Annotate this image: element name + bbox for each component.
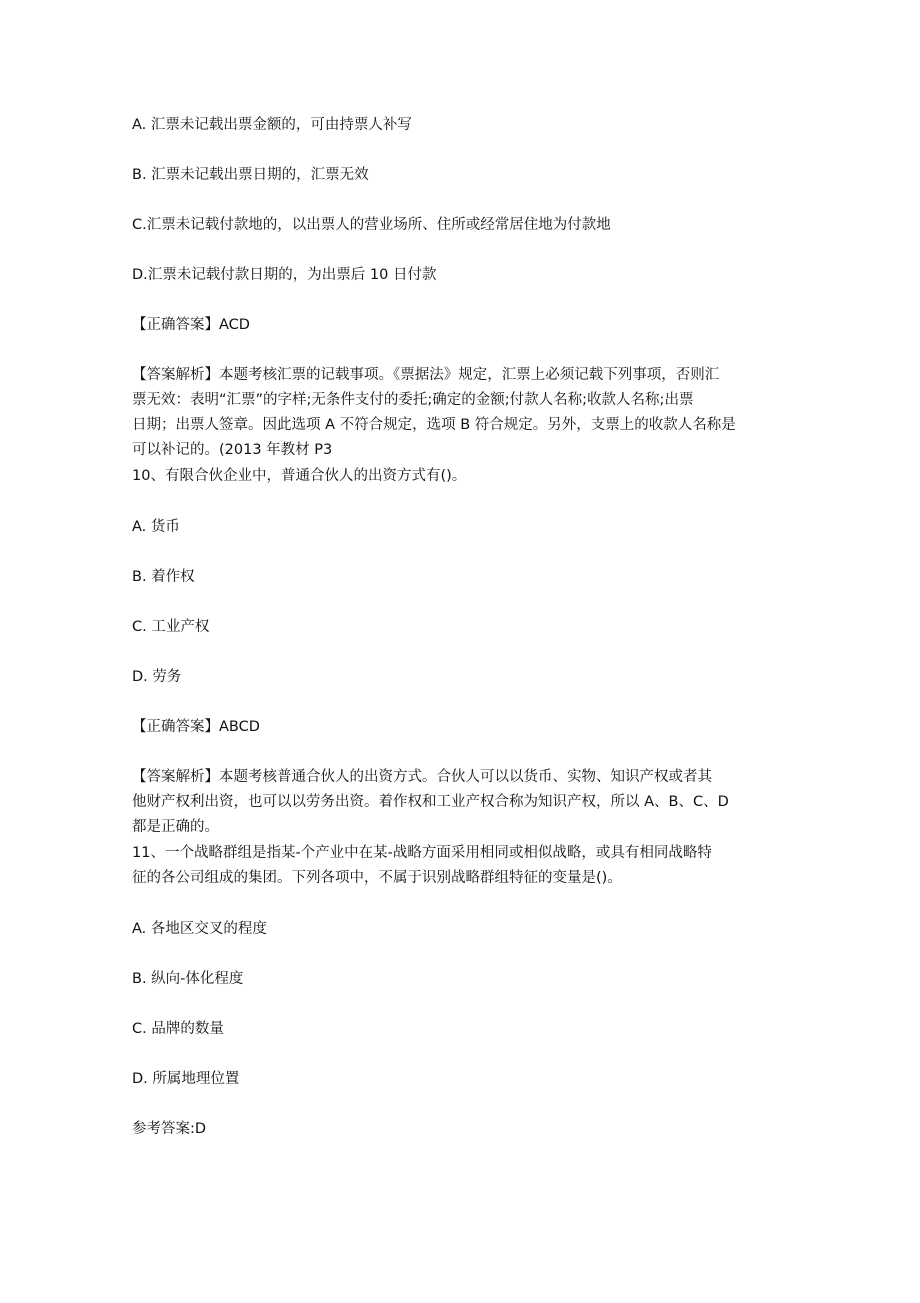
- q9-analysis-line: 票无效：表明“汇票”的字样;无条件支付的委托;确定的金额;付款人名称;收款人名称;出票: [132, 392, 694, 408]
- q10-option-b: B. 着作权: [132, 569, 195, 585]
- q9-option-a: A. 汇票未记载出票金额的，可由持票人补写: [132, 117, 412, 133]
- q9-option-d: D.汇票未记载付款日期的，为出票后 10 日付款: [132, 267, 437, 283]
- q9-analysis-line: 【答案解析】本题考核汇票的记载事项。《票据法》规定，汇票上必须记载下列事项，否则汇: [132, 367, 720, 383]
- q11-question-line: 征的各公司组成的集团。下列各项中，不属于识别战略群组特征的变量是()。: [132, 870, 622, 886]
- q9-answer: 【正确答案】ACD: [132, 317, 250, 333]
- q9-analysis-line: 日期；出票人签章。因此选项 A 不符合规定，选项 B 符合规定。另外，支票上的收款人名称是: [132, 417, 736, 433]
- q10-option-c: C. 工业产权: [132, 619, 210, 635]
- q11-option-c: C. 品牌的数量: [132, 1021, 224, 1037]
- q10-analysis-line: 【答案解析】本题考核普通合伙人的出资方式。合伙人可以以货币、实物、知识产权或者其: [132, 769, 712, 785]
- q11-option-d: D. 所属地理位置: [132, 1071, 240, 1087]
- q11-answer: 参考答案:D: [132, 1121, 207, 1137]
- q10-question: 10、有限合伙企业中，普通合伙人的出资方式有()。: [132, 468, 467, 484]
- q10-answer: 【正确答案】ABCD: [132, 719, 260, 735]
- q9-option-b: B. 汇票未记载出票日期的，汇票无效: [132, 167, 369, 183]
- q9-analysis-line: 可以补记的。(2013 年教材 P3: [132, 442, 333, 458]
- q11-option-b: B. 纵向-体化程度: [132, 971, 244, 987]
- q10-analysis-line: 他财产权利出资，也可以以劳务出资。着作权和工业产权合称为知识产权，所以 A、B、C、D: [132, 794, 729, 810]
- q10-option-d: D. 劳务: [132, 669, 182, 685]
- q10-analysis-line: 都是正确的。: [132, 819, 219, 835]
- q9-option-c: C.汇票未记载付款地的，以出票人的营业场所、住所或经常居住地为付款地: [132, 217, 611, 233]
- q11-question-line: 11、一个战略群组是指某-个产业中在某-战略方面采用相同或相似战略，或具有相同战略特: [132, 845, 712, 861]
- q11-option-a: A. 各地区交叉的程度: [132, 921, 267, 937]
- q10-option-a: A. 货币: [132, 519, 180, 535]
